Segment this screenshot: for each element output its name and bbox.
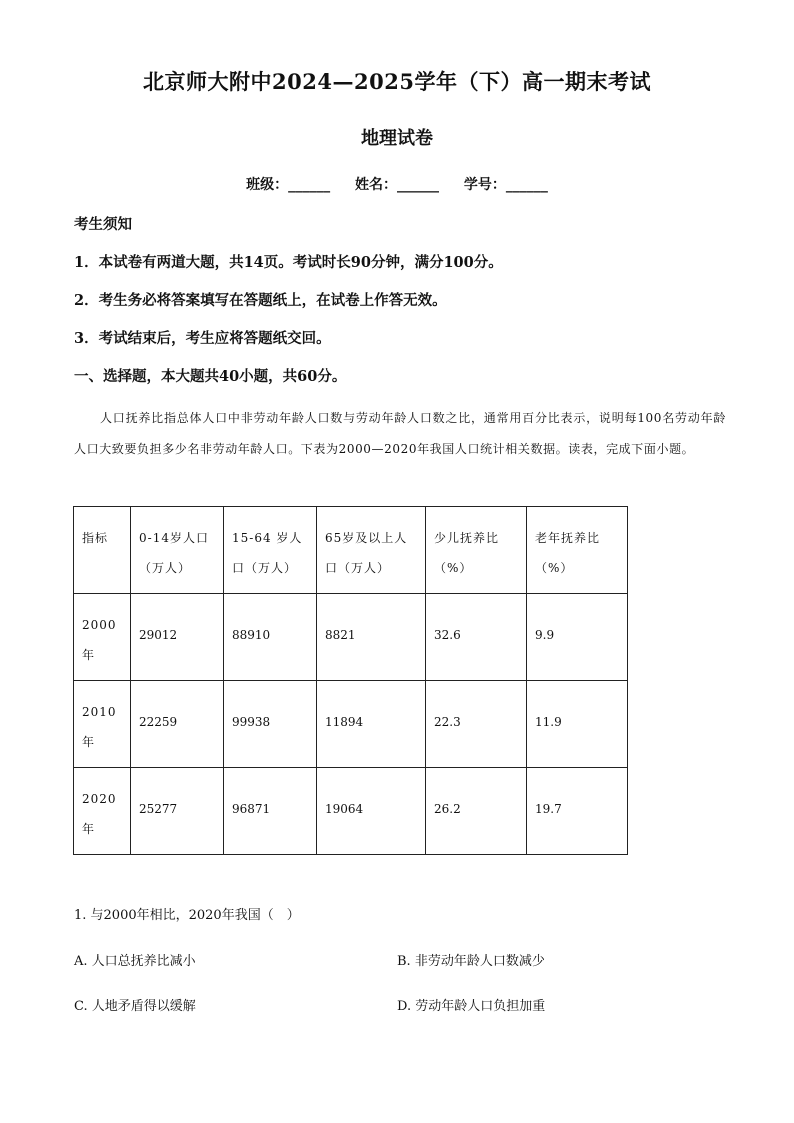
- table-cell: 8821: [317, 594, 426, 681]
- notice-heading: 考生须知: [74, 216, 132, 233]
- table-cell: 19.7: [527, 768, 628, 855]
- table-cell: 19064: [317, 768, 426, 855]
- exam-title: 北京师大附中2024—2025学年（下）高一期末考试: [143, 69, 651, 94]
- table-cell-year: 2020年: [74, 768, 131, 855]
- table-cell: 22259: [131, 681, 224, 768]
- table-header-cell: 少儿抚养比（%）: [426, 507, 527, 594]
- table-cell: 32.6: [426, 594, 527, 681]
- table-cell-year: 2000年: [74, 594, 131, 681]
- name-field[interactable]: 姓名：______: [355, 177, 439, 193]
- option-c[interactable]: C. 人地矛盾得以缓解: [74, 999, 196, 1014]
- table-header-row: [74, 507, 628, 594]
- table-cell: 26.2: [426, 768, 527, 855]
- notice-item-2: 2．考生务必将答案填写在答题纸上，在试卷上作答无效。: [74, 292, 447, 309]
- table-header-cell: 15-64 岁人口（万人）: [224, 507, 317, 594]
- option-b[interactable]: B. 非劳动年龄人口数减少: [397, 954, 545, 969]
- table-row: [74, 594, 628, 681]
- option-a[interactable]: A. 人口总抚养比减小: [74, 954, 196, 969]
- notice-item-3: 3．考试结束后，考生应将答题纸交回。: [74, 330, 331, 347]
- table-header-cell: 老年抚养比（%）: [527, 507, 628, 594]
- class-field[interactable]: 班级：______: [246, 177, 331, 193]
- section-heading: 一、选择题，本大题共40小题，共60分。: [74, 368, 347, 385]
- table-cell: 29012: [131, 594, 224, 681]
- notice-item-1: 1．本试卷有两道大题，共14页。考试时长90分钟，满分100分。: [74, 254, 503, 271]
- question-stem: 1. 与2000年相比，2020年我国（ ）: [74, 908, 300, 923]
- table-cell: 11894: [317, 681, 426, 768]
- table-header-cell: 65岁及以上人口（万人）: [317, 507, 426, 594]
- population-table: [73, 506, 628, 855]
- table-header-cell: 指标: [74, 507, 131, 594]
- table-cell: 25277: [131, 768, 224, 855]
- table-header-cell: 0-14岁人口（万人）: [131, 507, 224, 594]
- table-cell: 9.9: [527, 594, 628, 681]
- table-cell: 96871: [224, 768, 317, 855]
- table-cell: 88910: [224, 594, 317, 681]
- table-cell: 11.9: [527, 681, 628, 768]
- table-cell-year: 2010年: [74, 681, 131, 768]
- intro-paragraph: 人口抚养比指总体人口中非劳动年龄人口数与劳动年龄人口数之比，通常用百分比表示，说明每100名劳动年龄人口大致要负担多少名非劳动年龄人口。下表为2000—2020年我国人口统计相关数据。读表，完成下面小题。: [74, 411, 726, 456]
- option-d[interactable]: D. 劳动年龄人口负担加重: [397, 999, 546, 1014]
- table-cell: 22.3: [426, 681, 527, 768]
- exam-subject: 地理试卷: [361, 128, 433, 149]
- table-row: [74, 681, 628, 768]
- table-row: [74, 768, 628, 855]
- student-info-line: [0, 174, 794, 194]
- student-number-field[interactable]: 学号：______: [463, 177, 548, 193]
- table-cell: 99938: [224, 681, 317, 768]
